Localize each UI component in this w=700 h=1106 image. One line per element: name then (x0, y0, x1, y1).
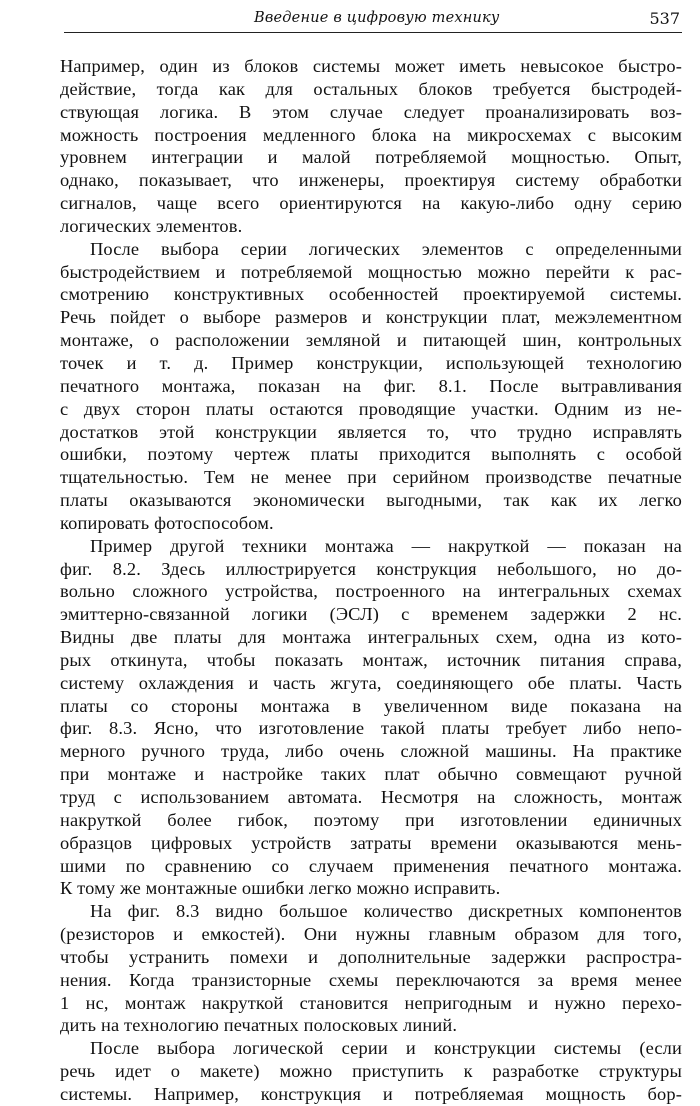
text-line: уровнем интеграции и малой потребляемой мощностью. Опыт, (60, 147, 682, 168)
text-line: быстродействием и потребляемой мощностью можно перейти к рас- (60, 261, 682, 282)
text-line: Речь пойдет о выборе размеров и конструкции плат, межэлементном (60, 307, 682, 328)
text-line: действие, тогда как для остальных блоков требуется быстродей- (60, 78, 682, 99)
text-line: После выбора логической серии и конструкции системы (если (90, 1038, 682, 1059)
text-line: логических элементов. (60, 215, 243, 236)
text-line: чтобы устранить помехи и дополнительные задержки распростра- (60, 946, 682, 967)
text-line: На фиг. 8.3 видно большое количество дискретных компонентов (90, 901, 682, 922)
text-line: тщательностью. Тем не менее при серийном производстве печатные (60, 467, 682, 488)
text-line: рых откинута, чтобы показать монтаж, источник питания справа, (60, 649, 682, 670)
text-line: платы со стороны монтажа в увеличенном виде показана на (60, 695, 682, 716)
text-line: вольно сложного устройства, построенного на интегральных схемах (60, 581, 682, 602)
text-line: копировать фотоспособом. (60, 512, 274, 533)
running-head (64, 8, 682, 33)
text-line: нения. Когда транзисторные схемы переключаются за время менее (60, 969, 682, 990)
body-text (60, 55, 682, 1106)
text-line: Пример другой техники монтажа — накруткой — показан на (90, 535, 682, 556)
text-line: (резисторов и емкостей). Они нужны главным образом для того, (60, 924, 682, 945)
text-line: фиг. 8.2. Здесь иллюстрируется конструкция небольшого, но до- (60, 558, 682, 579)
text-line: смотрению конструктивных особенностей проектируемой системы. (60, 284, 682, 305)
text-line: дить на технологию печатных полосковых линий. (60, 1015, 458, 1036)
text-line: достатков этой конструкции является то, что трудно исправлять (60, 421, 682, 442)
text-line: После выбора серии логических элементов с определенными (90, 238, 682, 259)
paragraph (60, 535, 682, 901)
text-line: ошибки, поэтому чертеж платы приходится выполнять с особой (60, 444, 682, 465)
text-line: речь идет о макете) можно приступить к разработке структуры (60, 1061, 682, 1082)
text-line: сигналов, чаще всего ориентируются на какую-либо одну серию (60, 193, 682, 214)
text-line: ствующая логика. В этом случае следует проанализировать воз- (60, 101, 682, 122)
text-line: платы оказываются экономически выгодными, так как их легко (60, 490, 682, 511)
running-title: Введение в цифровую технику (254, 10, 500, 26)
page-number: 537 (649, 9, 680, 28)
text-line: накруткой более гибок, поэтому при изготовлении единичных (60, 809, 682, 830)
text-line: Например, один из блоков системы может иметь невысокое быстро- (60, 56, 682, 76)
paragraph (60, 1037, 682, 1106)
text-line: однако, показывает, что инженеры, проектируя систему обработки (60, 170, 682, 191)
text-line: фиг. 8.3. Ясно, что изготовление такой платы требует либо непо- (60, 718, 682, 739)
paragraph (60, 238, 682, 535)
text-line: К тому же монтажные ошибки легко можно исправить. (60, 878, 501, 899)
text-line: печатного монтажа, показан на фиг. 8.1. После вытравливания (60, 375, 682, 396)
text-line: мерного ручного труда, либо очень сложной машины. На практике (60, 741, 682, 762)
paragraph (60, 900, 682, 1037)
text-line: Видны две платы для монтажа интегральных схем, одна из кото- (60, 627, 682, 648)
text-line: монтаже, о расположении земляной и питающей шин, контрольных (60, 330, 682, 351)
paragraph (60, 55, 682, 238)
text-line: 1 нс, монтаж накруткой становится непригодным и нужно перехо- (60, 992, 682, 1013)
text-line: шими по сравнению со случаем применения печатного монтажа. (60, 855, 682, 876)
text-line: при монтаже и настройке таких плат обычно совмещают ручной (60, 764, 682, 785)
text-line: точек и т. д. Пример конструкции, использующей технологию (60, 352, 682, 373)
text-line: эмиттерно-связанной логики (ЭСЛ) с временем задержки 2 нс. (60, 604, 682, 625)
text-line: систему охлаждения и часть жгута, соединяющего обе платы. Часть (60, 672, 682, 693)
text-line: можность построения медленного блока на микросхемах с высоким (60, 124, 682, 145)
text-line: труд с использованием автомата. Несмотря на сложность, монтаж (60, 787, 682, 807)
text-line: с двух сторон платы остаются проводящие участки. Одним из не- (60, 398, 682, 419)
text-line: системы. Например, конструкция и потребляемая мощность бор- (60, 1083, 682, 1104)
text-line: образцов цифровых устройств затраты времени оказываются мень- (60, 832, 682, 853)
